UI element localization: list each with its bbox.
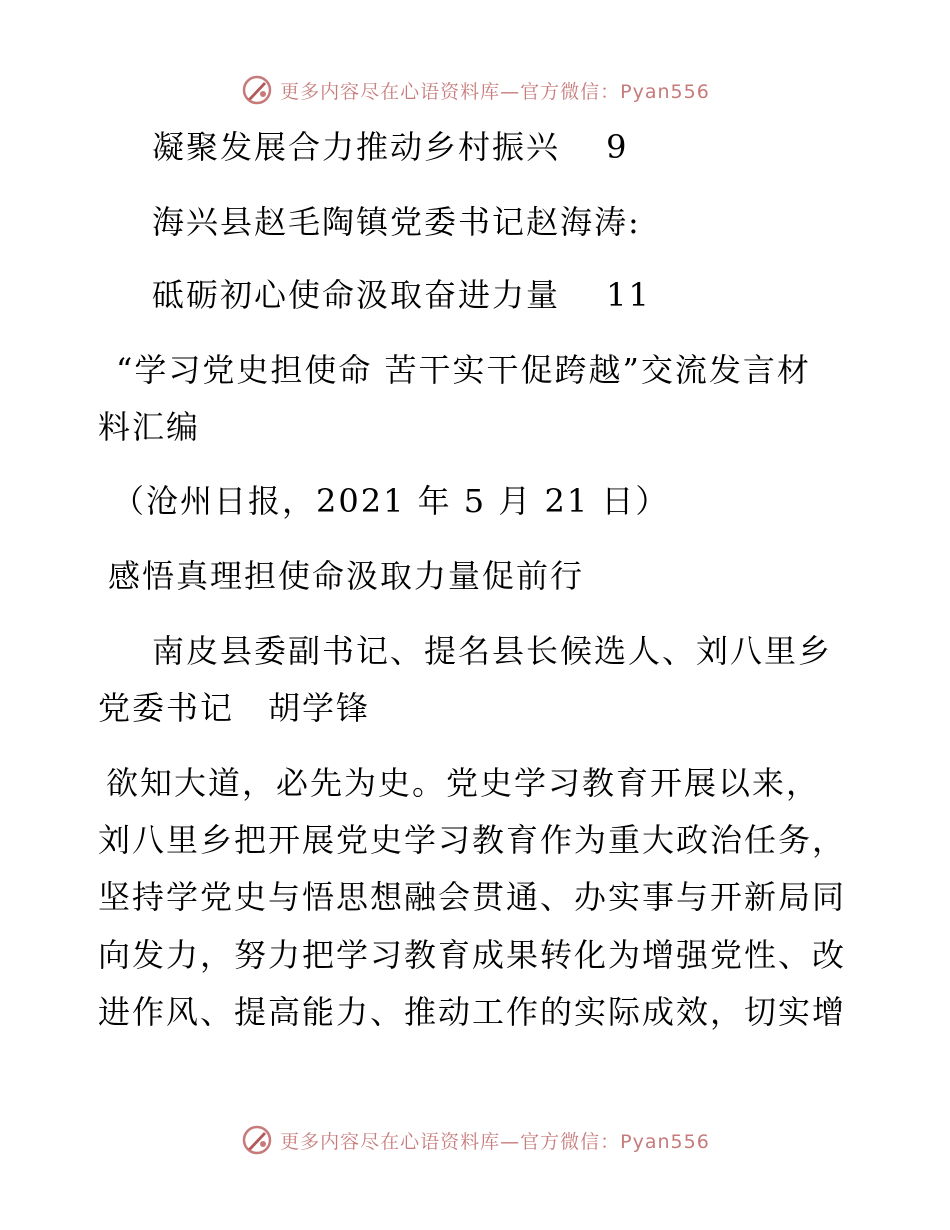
source-citation: （沧州日报，2021 年 5 月 21 日） xyxy=(112,482,670,520)
toc-entry-2: 砥砺初心使命汲取奋进力量 11 xyxy=(152,276,651,314)
body-paragraph-line-1: 欲知大道，必先为史。党史学习教育开展以来， xyxy=(106,764,821,802)
watermark-text: 更多内容尽在心语资料库—官方微信：Pyan556 xyxy=(280,1130,710,1153)
watermark-header xyxy=(0,70,950,110)
author-line-2: 党委书记 胡学锋 xyxy=(98,689,371,727)
collection-title-line-2: 料汇编 xyxy=(98,408,201,446)
quill-logo-icon xyxy=(240,1123,274,1157)
body-paragraph-line-2: 刘八里乡把开展党史学习教育作为重大政治任务， xyxy=(98,821,847,859)
toc-entry-1: 凝聚发展合力推动乡村振兴 9 xyxy=(152,128,629,166)
author-line-1: 南皮县委副书记、提名县长候选人、刘八里乡 xyxy=(152,632,833,670)
watermark-text: 更多内容尽在心语资料库—官方微信：Pyan556 xyxy=(280,80,710,103)
collection-title-line-1: “学习党史担使命 苦干实干促跨越”交流发言材 xyxy=(116,351,811,389)
watermark-footer xyxy=(0,1120,950,1160)
body-paragraph-line-3: 坚持学党史与悟思想融会贯通、办实事与开新局同 xyxy=(98,878,847,916)
toc-entry-author: 海兴县赵毛陶镇党委书记赵海涛: xyxy=(152,203,641,241)
body-paragraph-line-5: 进作风、提高能力、推动工作的实际成效，切实增 xyxy=(98,993,847,1031)
quill-logo-icon xyxy=(240,73,274,107)
body-paragraph-line-4: 向发力，努力把学习教育成果转化为增强党性、改 xyxy=(98,936,847,974)
article-title: 感悟真理担使命汲取力量促前行 xyxy=(108,557,585,595)
